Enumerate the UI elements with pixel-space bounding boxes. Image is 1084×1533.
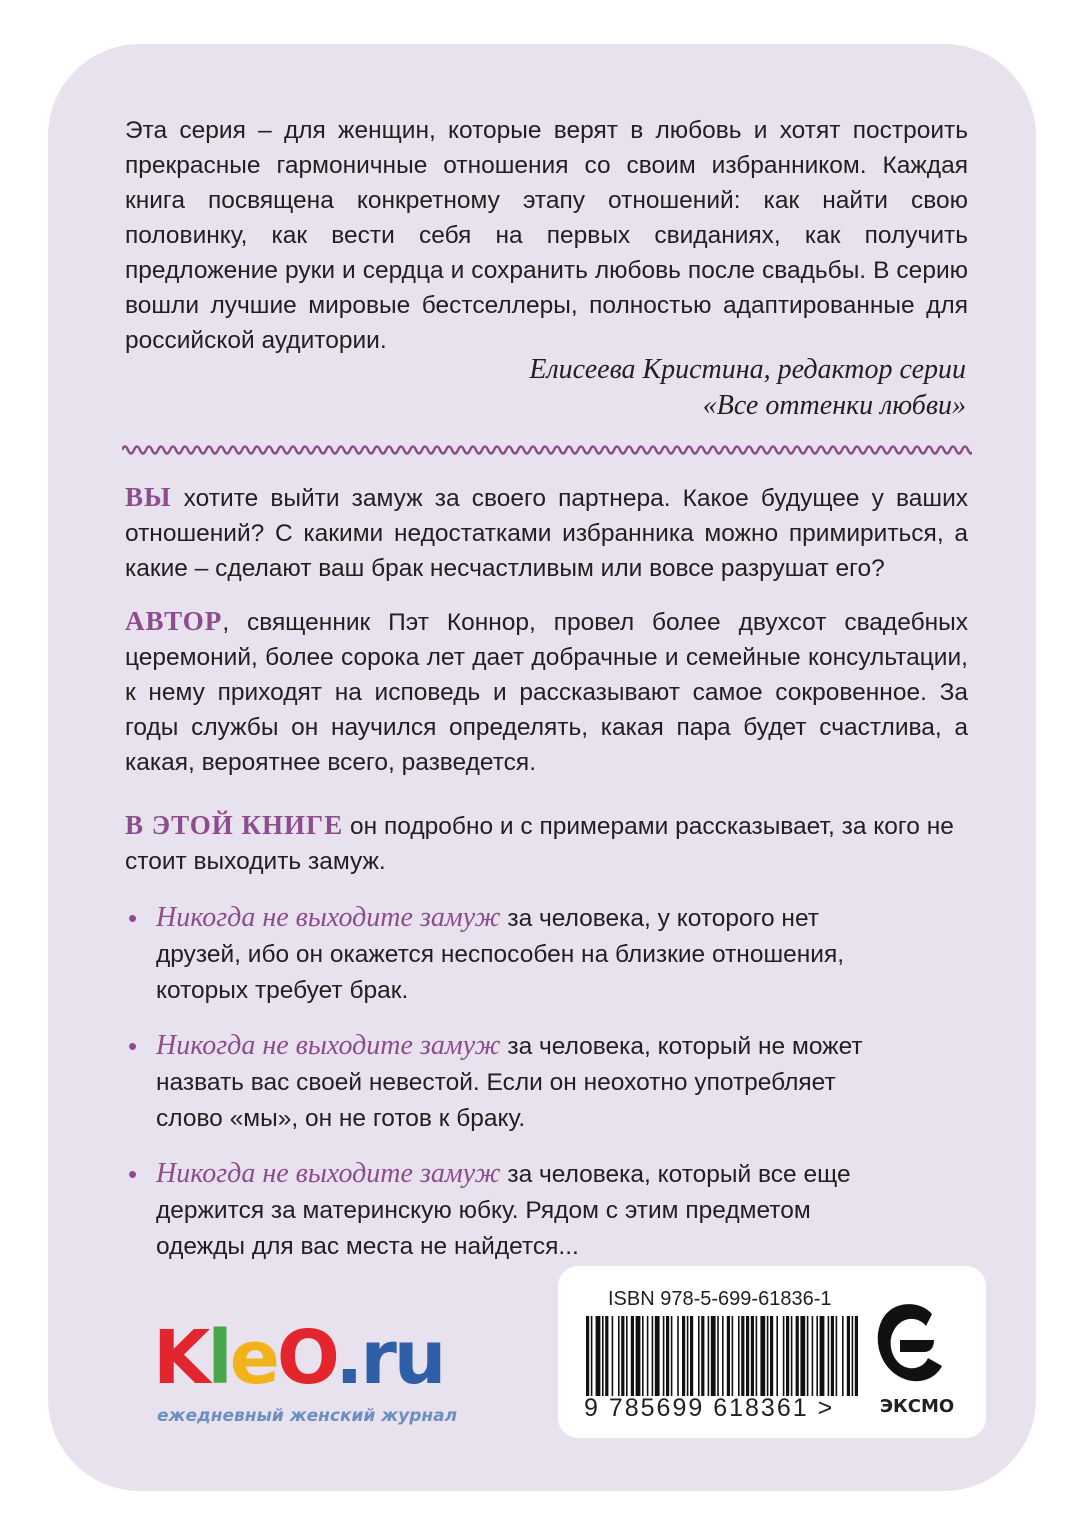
paragraph-you <box>125 480 968 586</box>
bullet-dot-icon: • <box>128 1159 138 1189</box>
bullet-dot-icon: • <box>128 1031 138 1061</box>
paragraph-book <box>125 808 968 879</box>
logo-letter-o: O <box>276 1315 336 1401</box>
kleo-logo-wordmark <box>153 1315 493 1401</box>
barcode-bars <box>586 1316 858 1396</box>
kleo-logo <box>153 1315 493 1438</box>
barcode-card <box>558 1266 986 1438</box>
logo-letter-k: K <box>153 1315 208 1401</box>
lead-author: АВТОР <box>125 606 223 636</box>
barcode-digits: 9 785699 618361 > <box>584 1394 835 1422</box>
bullet-body: за человека, который все еще держится за материнскую юбку. Рядом с этим предметом одежды для вас места не найдется... <box>156 1161 851 1260</box>
editor-signature <box>529 352 966 424</box>
bullet-text <box>156 900 868 1009</box>
logo-domain: .ru <box>335 1315 444 1401</box>
kleo-tagline: ежедневный женский журнал <box>157 1406 458 1426</box>
wavy-divider <box>122 440 972 460</box>
logo-letter-l: l <box>207 1315 230 1401</box>
bullet-lead: Никогда не выходите замуж <box>156 1030 501 1061</box>
bullet-item <box>128 900 868 1009</box>
lead-you: ВЫ <box>125 482 172 512</box>
bullet-lead: Никогда не выходите замуж <box>156 1158 501 1189</box>
bullet-item <box>128 1156 868 1265</box>
paragraph-book-text: он подробно и с примерами рассказывает, за кого не стоит выходить замуж. <box>125 813 954 875</box>
paragraph-author <box>125 604 968 780</box>
series-intro: Эта серия – для женщин, которые верят в любовь и хотят построить прекрасные гармоничные отношения со своим избранником. Каждая книга посвящена конкретному этапу отношений: как найти свою половинку, как вести себя на первых свиданиях, как получить предложение руки и сердца и сохранить любовь после свадьбы. В серию вошли лучшие мировые бестселлеры, полностью адаптированные для российской аудитории. <box>125 117 968 354</box>
bullet-dot-icon: • <box>128 903 138 933</box>
bullet-body: за человека, у которого нет друзей, ибо он окажется неспособен на близкие отношения, которых требует брак. <box>156 905 845 1004</box>
bullet-item <box>128 1028 868 1137</box>
signature-line-1: Елисеева Кристина, редактор серии <box>529 354 966 385</box>
bullet-text <box>156 1028 868 1137</box>
lead-book: В ЭТОЙ КНИГЕ <box>125 810 344 840</box>
bullet-body: за человека, который не может назвать вас своей невестой. Если он неохотно употребляет слово «мы», он не готов к браку. <box>156 1033 863 1132</box>
paragraph-you-text: хотите выйти замуж за своего партнера. Какое будущее у ваших отношений? С какими недостатками избранника можно примириться, а какие – сделают ваш брак несчастливым или вовсе разрушат его? <box>125 485 968 582</box>
isbn-text: ISBN 978-5-699-61836-1 <box>608 1288 832 1310</box>
signature-line-2: «Все оттенки любви» <box>702 390 966 421</box>
paragraph-author-text: , священник Пэт Коннор, провел более двухсот свадебных церемоний, более сорока лет дает добрачные и семейные консультации, к нему приходят на исповедь и рассказывают самое сокровенное. За годы службы он научился определять, какая пара будет счастлива, а какая, вероятнее всего, разведется. <box>125 609 968 776</box>
bullet-lead: Никогда не выходите замуж <box>156 902 501 933</box>
eksmo-logo-icon <box>870 1296 950 1391</box>
publisher-name: ЭКСМО <box>879 1396 955 1417</box>
bullet-text <box>156 1156 868 1265</box>
logo-letter-e: e <box>229 1315 277 1401</box>
